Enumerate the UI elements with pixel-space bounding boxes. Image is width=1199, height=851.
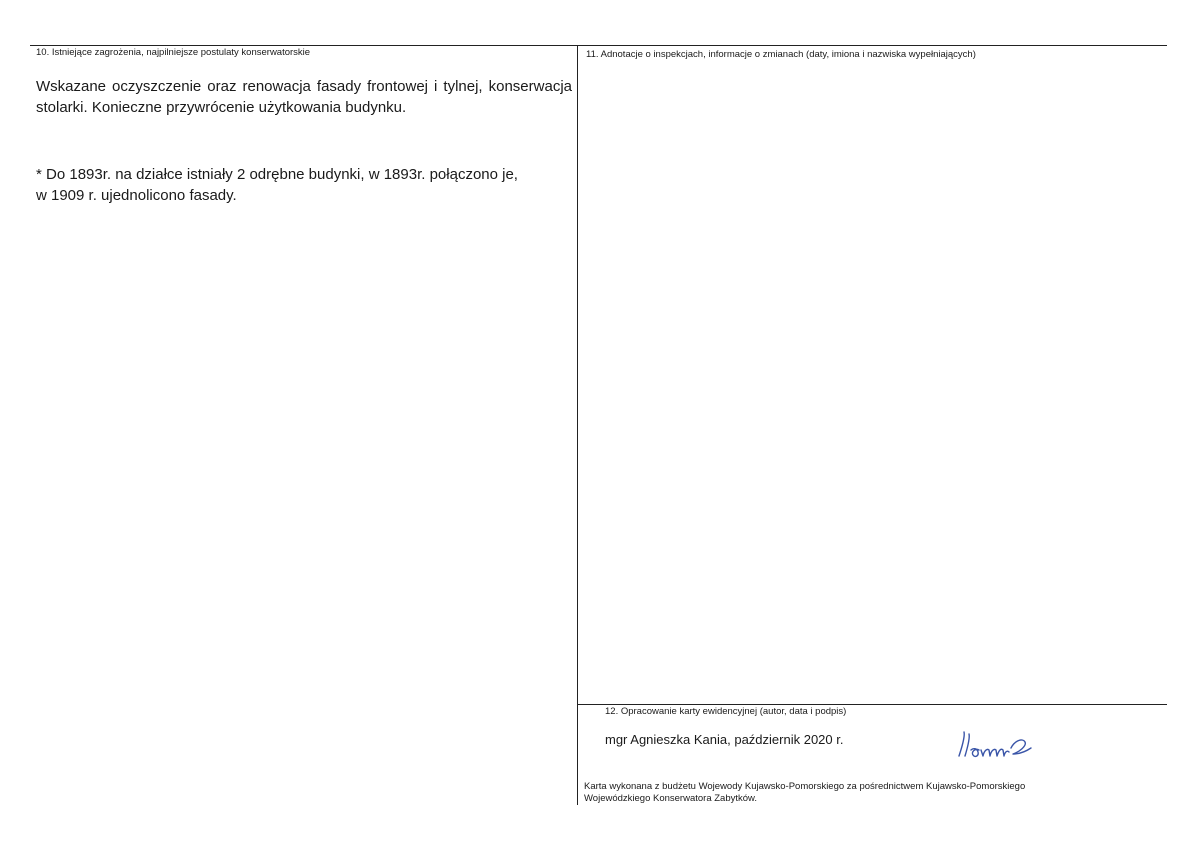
section10-note [36, 164, 572, 206]
section10-note-line1: * Do 1893r. na działce istniały 2 odrębne budynki, w 1893r. połączono je, [36, 166, 518, 183]
signature-image [953, 726, 1035, 766]
funding-note-line1: Karta wykonana z budżetu Wojewody Kujawsko-Pomorskiego za pośrednictwem Kujawsko-Pomorskiego [584, 781, 1026, 792]
section10-label: 10. Istniejące zagrożenia, najpilniejsze postulaty konserwatorskie [36, 47, 311, 58]
author-line: mgr Agnieszka Kania, październik 2020 r. [605, 732, 844, 747]
column-divider [577, 45, 578, 805]
funding-note-line2: Wojewódzkiego Konserwatora Zabytków. [584, 793, 758, 804]
section11-label: 11. Adnotacje o inspekcjach, informacje o zmianach (daty, imiona i nazwiska wypełniających) [586, 49, 976, 60]
section12-rule [577, 704, 1167, 705]
section10-text: Wskazane oczyszczenie oraz renowacja fasady frontowej i tylnej, konserwacja stolarki. Konieczne przywrócenie użytkowania budynku. [36, 78, 572, 116]
section10-note-line2: w 1909 r. ujednolicono fasady. [36, 187, 237, 204]
section12-label: 12. Opracowanie karty ewidencyjnej (autor, data i podpis) [605, 706, 847, 717]
top-rule [30, 45, 1167, 46]
funding-note [584, 781, 1025, 805]
